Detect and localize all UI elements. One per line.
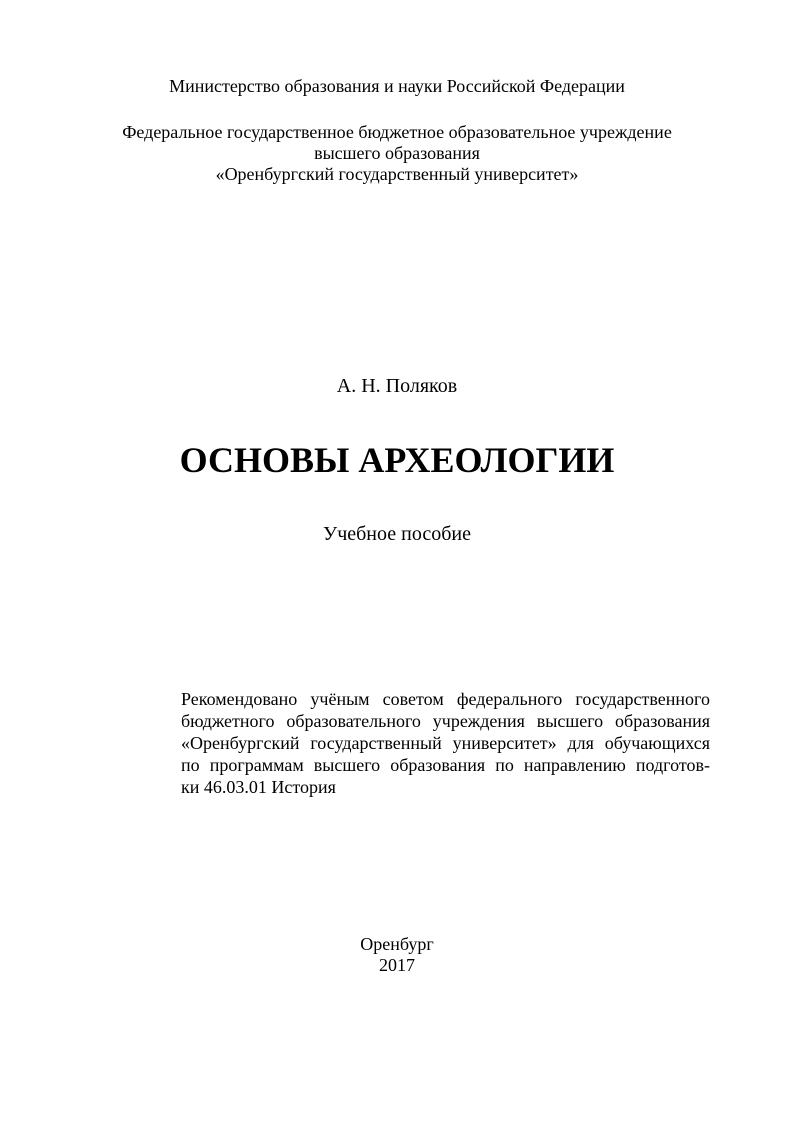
recommendation-line: бюджетного образовательного учреждения высшего образования <box>181 711 710 731</box>
recommendation-line: ки 46.03.01 История <box>181 777 336 797</box>
recommendation-line: Рекомендовано учёным советом федерального государственного <box>181 689 710 709</box>
ministry-line: Министерство образования и науки Российской Федерации <box>169 76 625 96</box>
publication-city: Оренбург <box>360 934 434 954</box>
recommendation-line: «Оренбургский государственный университет» для обучающихся <box>181 733 710 753</box>
institution-line-3: «Оренбургский государственный университет» <box>215 164 579 184</box>
institution-line-1: Федеральное государственное бюджетное образовательное учреждение <box>122 122 672 142</box>
recommendation-line: по программам высшего образования по направлению подготов- <box>181 755 710 775</box>
institution-line-2: высшего образования <box>314 143 480 163</box>
book-subtitle: Учебное пособие <box>323 523 471 545</box>
author-name: А. Н. Поляков <box>336 375 458 397</box>
recommendation-paragraph <box>181 688 710 798</box>
publication-year: 2017 <box>379 955 415 975</box>
book-title: ОСНОВЫ АРХЕОЛОГИИ <box>179 440 615 480</box>
